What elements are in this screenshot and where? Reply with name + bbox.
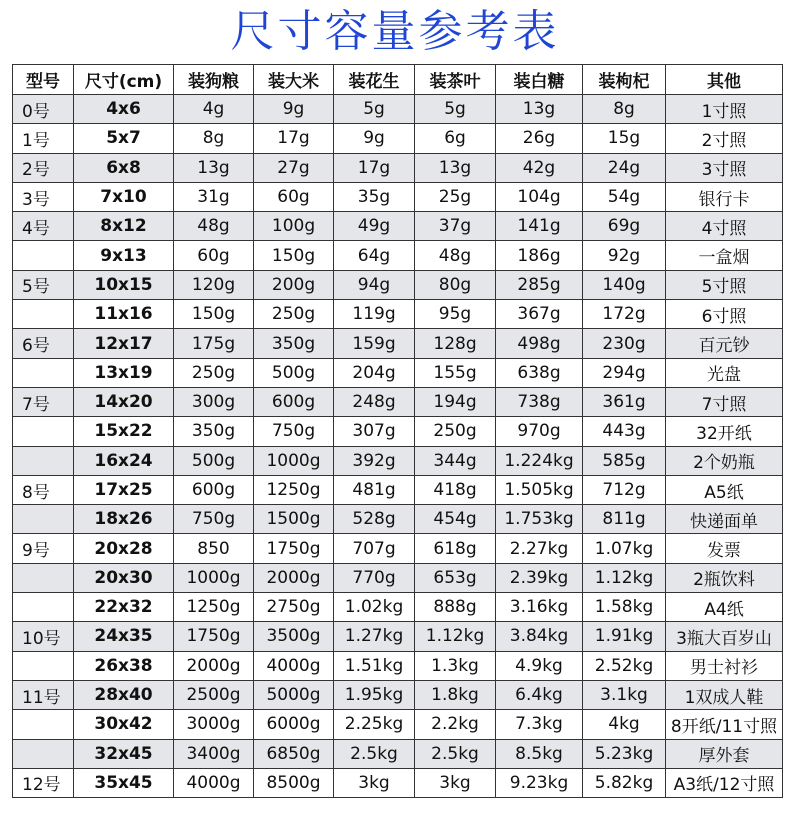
tea-cell: 250g xyxy=(415,417,496,446)
dog-food-cell: 150g xyxy=(174,300,254,329)
size-cell: 4x6 xyxy=(74,95,174,124)
goji-cell: 712g xyxy=(583,475,666,504)
tea-cell: 95g xyxy=(415,300,496,329)
page-title: 尺寸容量参考表 xyxy=(230,6,560,57)
rice-cell: 17g xyxy=(254,124,334,153)
rice-cell: 350g xyxy=(254,329,334,358)
sugar-cell: 3.16kg xyxy=(496,593,583,622)
rice-cell: 600g xyxy=(254,387,334,416)
goji-cell: 230g xyxy=(583,329,666,358)
sugar-cell: 104g xyxy=(496,182,583,211)
other-cell: 快递面单 xyxy=(666,505,783,534)
table-row xyxy=(13,739,783,768)
goji-cell: 172g xyxy=(583,300,666,329)
dog-food-cell: 4000g xyxy=(174,768,254,797)
peanut-cell: 49g xyxy=(334,212,415,241)
table-row xyxy=(13,622,783,651)
model-cell xyxy=(13,651,74,680)
peanut-cell: 481g xyxy=(334,475,415,504)
peanut-cell: 707g xyxy=(334,534,415,563)
other-cell: 光盘 xyxy=(666,358,783,387)
model-cell xyxy=(13,563,74,592)
tea-cell: 344g xyxy=(415,446,496,475)
table-row xyxy=(13,651,783,680)
model-cell: 9号 xyxy=(13,534,74,563)
goji-cell: 1.58kg xyxy=(583,593,666,622)
rice-cell: 8500g xyxy=(254,768,334,797)
model-cell: 8号 xyxy=(13,475,74,504)
other-cell: 2瓶饮料 xyxy=(666,563,783,592)
rice-cell: 3500g xyxy=(254,622,334,651)
model-cell xyxy=(13,710,74,739)
peanut-cell: 119g xyxy=(334,300,415,329)
peanut-cell: 307g xyxy=(334,417,415,446)
rice-cell: 150g xyxy=(254,241,334,270)
size-cell: 32x45 xyxy=(74,739,174,768)
other-cell: 男士衬衫 xyxy=(666,651,783,680)
rice-cell: 2000g xyxy=(254,563,334,592)
model-cell: 6号 xyxy=(13,329,74,358)
peanut-cell: 9g xyxy=(334,124,415,153)
dog-food-cell: 8g xyxy=(174,124,254,153)
dog-food-cell: 31g xyxy=(174,182,254,211)
column-header: 装大米 xyxy=(254,65,334,95)
size-cell: 30x42 xyxy=(74,710,174,739)
column-header: 装狗粮 xyxy=(174,65,254,95)
tea-cell: 37g xyxy=(415,212,496,241)
peanut-cell: 1.27kg xyxy=(334,622,415,651)
other-cell: 4寸照 xyxy=(666,212,783,241)
other-cell: A4纸 xyxy=(666,593,783,622)
model-cell: 12号 xyxy=(13,768,74,797)
other-cell: 2个奶瓶 xyxy=(666,446,783,475)
model-cell xyxy=(13,446,74,475)
sugar-cell: 3.84kg xyxy=(496,622,583,651)
column-header: 装花生 xyxy=(334,65,415,95)
peanut-cell: 528g xyxy=(334,505,415,534)
size-cell: 28x40 xyxy=(74,680,174,709)
size-cell: 16x24 xyxy=(74,446,174,475)
table-row xyxy=(13,95,783,124)
dog-food-cell: 850 xyxy=(174,534,254,563)
table-row xyxy=(13,446,783,475)
model-cell: 7号 xyxy=(13,387,74,416)
dog-food-cell: 600g xyxy=(174,475,254,504)
model-cell: 3号 xyxy=(13,182,74,211)
model-cell xyxy=(13,593,74,622)
dog-food-cell: 2500g xyxy=(174,680,254,709)
dog-food-cell: 1250g xyxy=(174,593,254,622)
other-cell: A5纸 xyxy=(666,475,783,504)
sugar-cell: 26g xyxy=(496,124,583,153)
tea-cell: 653g xyxy=(415,563,496,592)
table-row xyxy=(13,124,783,153)
goji-cell: 24g xyxy=(583,153,666,182)
rice-cell: 750g xyxy=(254,417,334,446)
tea-cell: 618g xyxy=(415,534,496,563)
sugar-cell: 186g xyxy=(496,241,583,270)
size-cell: 22x32 xyxy=(74,593,174,622)
peanut-cell: 392g xyxy=(334,446,415,475)
model-cell: 2号 xyxy=(13,153,74,182)
table-body xyxy=(13,95,783,798)
size-cell: 20x30 xyxy=(74,563,174,592)
rice-cell: 1250g xyxy=(254,475,334,504)
rice-cell: 9g xyxy=(254,95,334,124)
tea-cell: 1.3kg xyxy=(415,651,496,680)
other-cell: 1双成人鞋 xyxy=(666,680,783,709)
table-row xyxy=(13,270,783,299)
sugar-cell: 9.23kg xyxy=(496,768,583,797)
sugar-cell: 970g xyxy=(496,417,583,446)
rice-cell: 6000g xyxy=(254,710,334,739)
dog-food-cell: 1750g xyxy=(174,622,254,651)
dog-food-cell: 300g xyxy=(174,387,254,416)
other-cell: 发票 xyxy=(666,534,783,563)
table-row xyxy=(13,534,783,563)
goji-cell: 15g xyxy=(583,124,666,153)
other-cell: 2寸照 xyxy=(666,124,783,153)
peanut-cell: 248g xyxy=(334,387,415,416)
goji-cell: 140g xyxy=(583,270,666,299)
dog-food-cell: 500g xyxy=(174,446,254,475)
table-row xyxy=(13,300,783,329)
model-cell: 1号 xyxy=(13,124,74,153)
peanut-cell: 3kg xyxy=(334,768,415,797)
goji-cell: 585g xyxy=(583,446,666,475)
table-row xyxy=(13,417,783,446)
sugar-cell: 7.3kg xyxy=(496,710,583,739)
tea-cell: 5g xyxy=(415,95,496,124)
rice-cell: 100g xyxy=(254,212,334,241)
size-cell: 15x22 xyxy=(74,417,174,446)
table-row xyxy=(13,387,783,416)
goji-cell: 1.12kg xyxy=(583,563,666,592)
sugar-cell: 738g xyxy=(496,387,583,416)
size-cell: 11x16 xyxy=(74,300,174,329)
peanut-cell: 2.25kg xyxy=(334,710,415,739)
tea-cell: 48g xyxy=(415,241,496,270)
column-header: 型号 xyxy=(13,65,74,95)
tea-cell: 80g xyxy=(415,270,496,299)
goji-cell: 294g xyxy=(583,358,666,387)
column-header: 装白糖 xyxy=(496,65,583,95)
capacity-table xyxy=(12,64,783,798)
tea-cell: 155g xyxy=(415,358,496,387)
size-cell: 12x17 xyxy=(74,329,174,358)
dog-food-cell: 48g xyxy=(174,212,254,241)
size-cell: 26x38 xyxy=(74,651,174,680)
peanut-cell: 2.5kg xyxy=(334,739,415,768)
rice-cell: 5000g xyxy=(254,680,334,709)
dog-food-cell: 750g xyxy=(174,505,254,534)
size-cell: 13x19 xyxy=(74,358,174,387)
dog-food-cell: 3000g xyxy=(174,710,254,739)
size-cell: 5x7 xyxy=(74,124,174,153)
model-cell xyxy=(13,417,74,446)
rice-cell: 1000g xyxy=(254,446,334,475)
column-header: 装枸杞 xyxy=(583,65,666,95)
sugar-cell: 1.505kg xyxy=(496,475,583,504)
sugar-cell: 2.27kg xyxy=(496,534,583,563)
peanut-cell: 204g xyxy=(334,358,415,387)
goji-cell: 92g xyxy=(583,241,666,270)
goji-cell: 4kg xyxy=(583,710,666,739)
dog-food-cell: 175g xyxy=(174,329,254,358)
rice-cell: 250g xyxy=(254,300,334,329)
tea-cell: 2.5kg xyxy=(415,739,496,768)
table-row xyxy=(13,241,783,270)
table-row xyxy=(13,768,783,797)
model-cell xyxy=(13,358,74,387)
tea-cell: 454g xyxy=(415,505,496,534)
dog-food-cell: 2000g xyxy=(174,651,254,680)
tea-cell: 6g xyxy=(415,124,496,153)
tea-cell: 418g xyxy=(415,475,496,504)
model-cell xyxy=(13,739,74,768)
other-cell: 厚外套 xyxy=(666,739,783,768)
table-row xyxy=(13,329,783,358)
rice-cell: 6850g xyxy=(254,739,334,768)
model-cell: 11号 xyxy=(13,680,74,709)
model-cell: 0号 xyxy=(13,95,74,124)
model-cell xyxy=(13,241,74,270)
size-cell: 17x25 xyxy=(74,475,174,504)
peanut-cell: 64g xyxy=(334,241,415,270)
goji-cell: 69g xyxy=(583,212,666,241)
size-cell: 24x35 xyxy=(74,622,174,651)
size-cell: 9x13 xyxy=(74,241,174,270)
sugar-cell: 1.753kg xyxy=(496,505,583,534)
sugar-cell: 285g xyxy=(496,270,583,299)
dog-food-cell: 60g xyxy=(174,241,254,270)
size-cell: 7x10 xyxy=(74,182,174,211)
table-row xyxy=(13,593,783,622)
model-cell: 5号 xyxy=(13,270,74,299)
peanut-cell: 1.95kg xyxy=(334,680,415,709)
goji-cell: 54g xyxy=(583,182,666,211)
sugar-cell: 2.39kg xyxy=(496,563,583,592)
table-header-row xyxy=(13,65,783,95)
rice-cell: 1750g xyxy=(254,534,334,563)
size-cell: 8x12 xyxy=(74,212,174,241)
model-cell xyxy=(13,300,74,329)
model-cell: 4号 xyxy=(13,212,74,241)
size-cell: 20x28 xyxy=(74,534,174,563)
sugar-cell: 8.5kg xyxy=(496,739,583,768)
tea-cell: 3kg xyxy=(415,768,496,797)
peanut-cell: 1.51kg xyxy=(334,651,415,680)
table-row xyxy=(13,153,783,182)
tea-cell: 888g xyxy=(415,593,496,622)
tea-cell: 1.12kg xyxy=(415,622,496,651)
peanut-cell: 5g xyxy=(334,95,415,124)
tea-cell: 25g xyxy=(415,182,496,211)
table-row xyxy=(13,358,783,387)
dog-food-cell: 1000g xyxy=(174,563,254,592)
sugar-cell: 4.9kg xyxy=(496,651,583,680)
other-cell: 5寸照 xyxy=(666,270,783,299)
other-cell: 7寸照 xyxy=(666,387,783,416)
sugar-cell: 638g xyxy=(496,358,583,387)
dog-food-cell: 3400g xyxy=(174,739,254,768)
dog-food-cell: 350g xyxy=(174,417,254,446)
rice-cell: 200g xyxy=(254,270,334,299)
goji-cell: 2.52kg xyxy=(583,651,666,680)
rice-cell: 1500g xyxy=(254,505,334,534)
other-cell: 一盒烟 xyxy=(666,241,783,270)
tea-cell: 13g xyxy=(415,153,496,182)
model-cell xyxy=(13,505,74,534)
peanut-cell: 770g xyxy=(334,563,415,592)
peanut-cell: 1.02kg xyxy=(334,593,415,622)
goji-cell: 8g xyxy=(583,95,666,124)
goji-cell: 5.23kg xyxy=(583,739,666,768)
table-row xyxy=(13,680,783,709)
sugar-cell: 141g xyxy=(496,212,583,241)
rice-cell: 2750g xyxy=(254,593,334,622)
other-cell: 1寸照 xyxy=(666,95,783,124)
column-header: 其他 xyxy=(666,65,783,95)
goji-cell: 361g xyxy=(583,387,666,416)
tea-cell: 2.2kg xyxy=(415,710,496,739)
goji-cell: 811g xyxy=(583,505,666,534)
peanut-cell: 17g xyxy=(334,153,415,182)
other-cell: 6寸照 xyxy=(666,300,783,329)
tea-cell: 194g xyxy=(415,387,496,416)
rice-cell: 60g xyxy=(254,182,334,211)
rice-cell: 500g xyxy=(254,358,334,387)
size-cell: 18x26 xyxy=(74,505,174,534)
goji-cell: 3.1kg xyxy=(583,680,666,709)
sugar-cell: 498g xyxy=(496,329,583,358)
peanut-cell: 35g xyxy=(334,182,415,211)
column-header: 尺寸(cm) xyxy=(74,65,174,95)
table-row xyxy=(13,710,783,739)
dog-food-cell: 120g xyxy=(174,270,254,299)
other-cell: 3寸照 xyxy=(666,153,783,182)
table-row xyxy=(13,212,783,241)
sugar-cell: 1.224kg xyxy=(496,446,583,475)
other-cell: 3瓶大百岁山 xyxy=(666,622,783,651)
sugar-cell: 367g xyxy=(496,300,583,329)
dog-food-cell: 13g xyxy=(174,153,254,182)
goji-cell: 5.82kg xyxy=(583,768,666,797)
tea-cell: 128g xyxy=(415,329,496,358)
peanut-cell: 159g xyxy=(334,329,415,358)
tea-cell: 1.8kg xyxy=(415,680,496,709)
size-cell: 35x45 xyxy=(74,768,174,797)
other-cell: 百元钞 xyxy=(666,329,783,358)
sugar-cell: 13g xyxy=(496,95,583,124)
other-cell: 银行卡 xyxy=(666,182,783,211)
table-row xyxy=(13,505,783,534)
table-row xyxy=(13,563,783,592)
goji-cell: 1.91kg xyxy=(583,622,666,651)
table-row xyxy=(13,182,783,211)
sugar-cell: 6.4kg xyxy=(496,680,583,709)
column-header: 装茶叶 xyxy=(415,65,496,95)
other-cell: 32开纸 xyxy=(666,417,783,446)
other-cell: 8开纸/11寸照 xyxy=(666,710,783,739)
sugar-cell: 42g xyxy=(496,153,583,182)
goji-cell: 1.07kg xyxy=(583,534,666,563)
peanut-cell: 94g xyxy=(334,270,415,299)
size-cell: 10x15 xyxy=(74,270,174,299)
rice-cell: 27g xyxy=(254,153,334,182)
other-cell: A3纸/12寸照 xyxy=(666,768,783,797)
dog-food-cell: 4g xyxy=(174,95,254,124)
rice-cell: 4000g xyxy=(254,651,334,680)
model-cell: 10号 xyxy=(13,622,74,651)
size-cell: 6x8 xyxy=(74,153,174,182)
goji-cell: 443g xyxy=(583,417,666,446)
dog-food-cell: 250g xyxy=(174,358,254,387)
size-cell: 14x20 xyxy=(74,387,174,416)
table-row xyxy=(13,475,783,504)
